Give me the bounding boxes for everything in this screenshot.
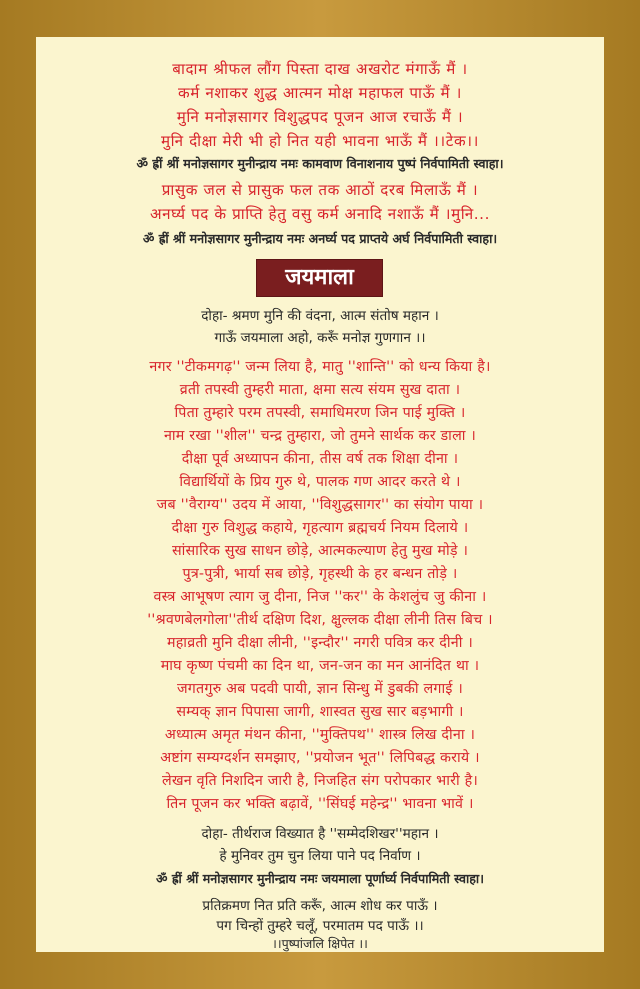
jaymala-line: जगतगुरु अब पदवी पायी, ज्ञान सिन्धु में डुबकी लगाई ।: [177, 681, 463, 697]
jaymala-line: अष्टांग सम्यग्दर्शन समझाए, ''प्रयोजन भूत'' लिपिबद्ध कराये ।: [160, 750, 480, 766]
top-verse-2: कर्म नशाकर शुद्ध आत्मन मोक्ष महाफल पाऊँ मैं ।: [177, 84, 462, 102]
mantra-pushpam: ॐ ह्रीं श्रीं मनोज्ञसागर मुनीन्द्राय नमः कामवाण विनाशनाय पुष्पं निर्वपामिती स्वाहा।: [136, 156, 504, 171]
mid-verse-2: अनर्घ्य पद के प्राप्ति हेतु वसु कर्म अनादि नशाऊँ मैं ।मुनि...: [149, 205, 491, 223]
jaymala-line: लेखन वृति निशदिन जारी है, निजहित संग परोपकार भारी है।: [161, 773, 479, 789]
jaymala-line: विद्यार्थियों के प्रिय गुरु थे, पालक गण आदर करते थे ।: [179, 474, 461, 490]
jaymala-line: महाव्रती मुनि दीक्षा लीनी, ''इन्दौर'' नगरी पवित्र कर दीनी ।: [166, 635, 474, 651]
jaymala-line: पुत्र-पुत्री, भार्या सब छोड़े, गृहस्थी के हर बन्धन तोड़े ।: [182, 566, 458, 582]
mantra-purnarghya: ॐ ह्रीं श्रीं मनोज्ञसागर मुनीन्द्राय नमः जयमाला पूर्णार्घ्य निर्वपामिती स्वाहा।: [156, 871, 484, 886]
jaymala-heading: जयमाला: [256, 259, 383, 297]
document-page: [36, 37, 604, 952]
doha-2-line-1: दोहा- तीर्थराज विख्यात है ''सम्मेदशिखर''महान ।: [201, 826, 439, 842]
ending-line-1: प्रतिक्रमण नित प्रति करूँ, आत्म शोध कर पाऊँ ।: [202, 898, 438, 914]
jaymala-line: जब ''वैराग्य'' उदय में आया, ''विशुद्धसागर'' का संयोग पाया ।: [156, 497, 484, 513]
jaymala-line: दीक्षा गुरु विशुद्ध कहाये, गृहत्याग ब्रह्मचर्य नियम दिलाये ।: [171, 520, 469, 536]
pushpanjali-line: ।।पुष्पांजलि क्षिपेत ।।: [272, 936, 368, 951]
jaymala-line: ''श्रवणबेलगोला''तीर्थ दक्षिण दिश, क्षुल्लक दीक्षा लीनी तिस बिच ।: [147, 612, 493, 628]
jaymala-line: नाम रखा ''शील'' चन्द्र तुम्हारा, जो तुमने सार्थक कर डाला ।: [163, 428, 477, 444]
jaymala-line: व्रती तपस्वी तुम्हरी माता, क्षमा सत्य संयम सुख दाता ।: [179, 382, 461, 398]
jaymala-line: सम्यक् ज्ञान पिपासा जागी, शास्वत सुख सार बड़भागी ।: [176, 704, 464, 720]
jaymala-line: वस्त्र आभूषण त्याग जु दीना, निज ''कर'' के केशलुंच जु कीना ।: [153, 589, 487, 605]
top-verse-1: बादाम श्रीफल लौंग पिस्ता दाख अखरोट मंगाऊँ मैं ।: [172, 60, 468, 78]
jaymala-line: अध्यात्म अमृत मंथन कीना, ''मुक्तिपथ'' शास्त्र लिख दीना ।: [164, 727, 476, 743]
jaymala-line: तिन पूजन कर भक्ति बढ़ावें, ''सिंघई महेन्द्र'' भावना भावें ।: [166, 796, 474, 812]
mantra-arghya: ॐ ह्रीं श्रीं मनोज्ञसागर मुनीन्द्राय नमः अनर्घ्य पद प्राप्तये अर्घ निर्वपामिती स्वाहा।: [142, 231, 498, 246]
jaymala-line: नगर ''टीकमगढ़'' जन्म लिया है, मातु ''शान्ति'' को धन्य किया है।: [149, 359, 491, 375]
mid-verse-1: प्रासुक जल से प्रासुक फल तक आठों दरब मिलाऊँ मैं ।: [161, 181, 479, 199]
top-verse-3: मुनि मनोज्ञसागर विशुद्धपद पूजन आज रचाऊँ मैं ।: [176, 108, 464, 126]
ending-line-2: पग चिन्हों तुम्हरे चलूँ, परमातम पद पाऊँ ।।: [216, 918, 424, 934]
jaymala-line: माघ कृष्ण पंचमी का दिन था, जन-जन का मन आनंदित था ।: [160, 658, 480, 674]
doha-2-line-2: हे मुनिवर तुम चुन लिया पाने पद निर्वाण ।: [219, 848, 421, 864]
doha-1-line-1: दोहा- श्रमण मुनि की वंदना, आत्म संतोष महान ।: [201, 308, 439, 324]
jaymala-line: दीक्षा पूर्व अध्यापन कीना, तीस वर्ष तक शिक्षा दीना ।: [181, 451, 459, 467]
doha-1-line-2: गाऊँ जयमाला अहो, करूँ मनोज्ञ गुणगान ।।: [214, 330, 426, 346]
jaymala-line: सांसारिक सुख साधन छोड़े, आत्मकल्याण हेतु मुख मोड़े ।: [171, 543, 469, 559]
top-verse-4: मुनि दीक्षा मेरी भी हो नित यही भावना भाऊँ मैं ।।टेक।।: [161, 132, 479, 150]
jaymala-line: पिता तुम्हारे परम तपस्वी, समाधिमरण जिन पाई मुक्ति ।: [174, 405, 466, 421]
